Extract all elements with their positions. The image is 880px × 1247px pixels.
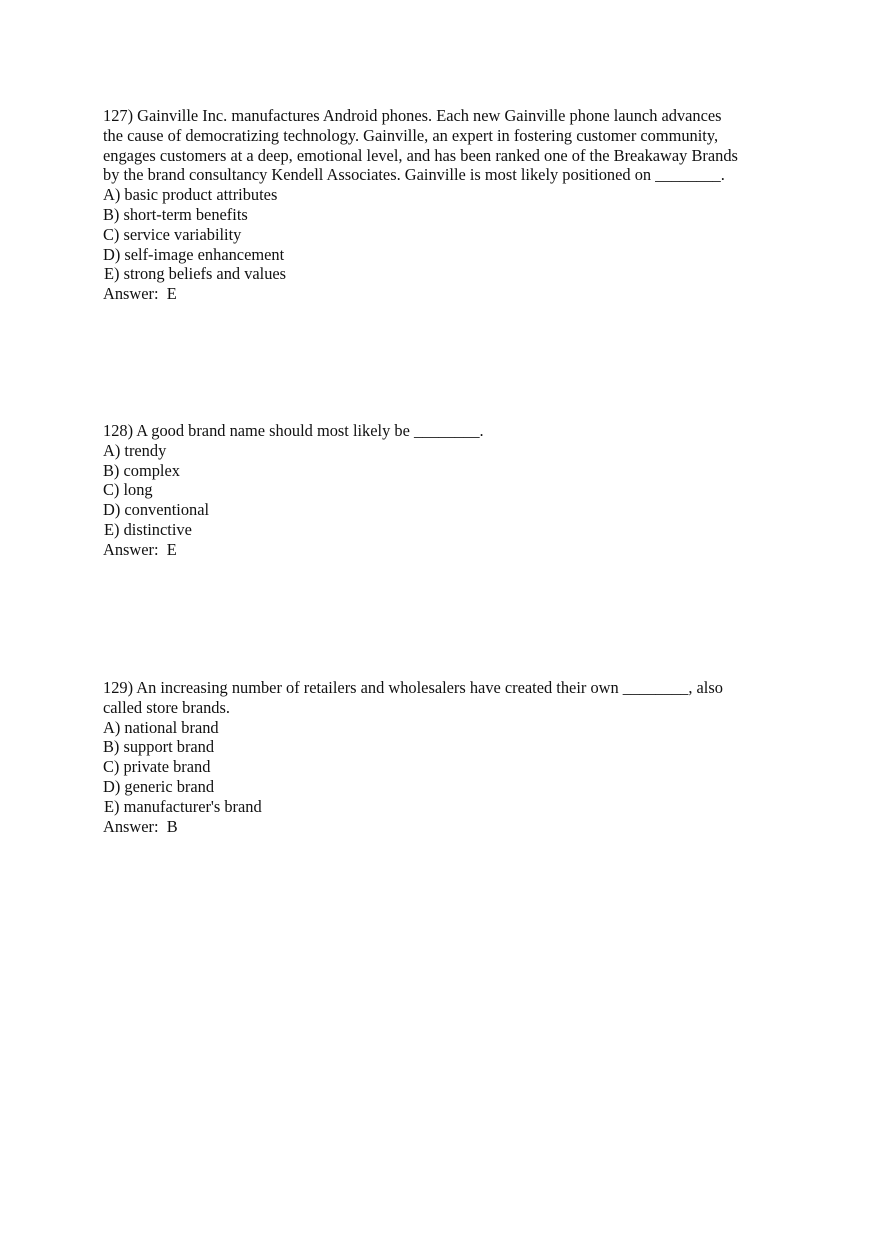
question-number: 128) xyxy=(103,421,134,440)
question-stem xyxy=(103,678,793,718)
stem-line-1: 127) Gainville Inc. manufactures Android phones. Each new Gainville phone launch advances xyxy=(103,106,722,125)
answer-options xyxy=(103,718,793,817)
option-b: B) complex xyxy=(103,460,180,480)
answer-value: E xyxy=(166,284,177,304)
option-b: B) short-term benefits xyxy=(103,204,248,224)
answer-label: Answer: xyxy=(103,284,159,304)
answer-line xyxy=(103,540,793,560)
stem-line-2: the cause of democratizing technology. Gainville, an expert in fostering customer community, xyxy=(103,125,719,145)
answer-line xyxy=(103,817,793,837)
answer-label: Answer: xyxy=(103,816,159,836)
answer-label: Answer: xyxy=(103,539,159,559)
option-d: D) generic brand xyxy=(103,776,215,796)
question-129 xyxy=(103,678,793,836)
option-c: C) service variability xyxy=(103,224,242,244)
option-e: E) strong beliefs and values xyxy=(104,264,287,284)
option-a: A) trendy xyxy=(103,440,167,460)
answer-line xyxy=(103,284,793,304)
stem-line-3: engages customers at a deep, emotional level, and has been ranked one of the Breakaway Brands xyxy=(103,145,738,165)
answer-options xyxy=(103,441,793,540)
stem-line-2: called store brands. xyxy=(103,697,230,717)
question-stem xyxy=(103,106,793,185)
stem-line-1: 128) A good brand name should most likely be ________. xyxy=(103,421,484,440)
question-128 xyxy=(103,421,793,560)
answer-value: B xyxy=(166,816,178,836)
option-d: D) conventional xyxy=(103,500,210,520)
option-d: D) self-image enhancement xyxy=(103,244,285,264)
stem-line-4: by the brand consultancy Kendell Associates. Gainville is most likely positioned on ________. xyxy=(103,165,725,185)
option-c: C) private brand xyxy=(103,757,211,777)
question-number: 127) xyxy=(103,106,134,125)
question-stem xyxy=(103,421,793,441)
answer-value: E xyxy=(166,539,177,559)
question-number: 129) xyxy=(103,678,134,697)
option-a: A) national brand xyxy=(103,717,219,737)
option-c: C) long xyxy=(103,480,153,500)
stem-line-1: 129) An increasing number of retailers and wholesalers have created their own ________, also xyxy=(103,678,723,697)
question-127 xyxy=(103,106,793,304)
option-e: E) manufacturer's brand xyxy=(104,796,262,816)
answer-options xyxy=(103,185,793,284)
option-a: A) basic product attributes xyxy=(103,185,278,205)
option-b: B) support brand xyxy=(103,737,215,757)
option-e: E) distinctive xyxy=(104,519,192,539)
